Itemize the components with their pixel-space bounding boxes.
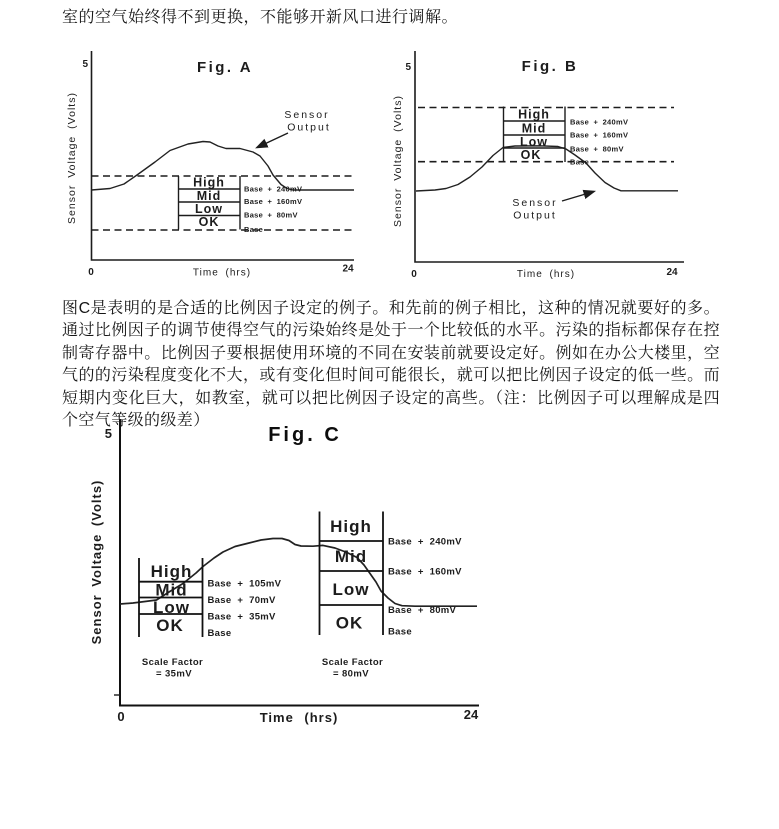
fig-b-annotation-sensor: Sensor xyxy=(512,197,558,209)
fig-c-left-threshold-70: Base + 70mV xyxy=(207,594,276,606)
fig-c-left-scale-factor-value: = 35mV xyxy=(156,668,192,680)
fig-a-level-ok: OK xyxy=(198,215,220,230)
fig-a-axes xyxy=(92,51,355,260)
intro-text-line: 室的空气始终得不到更换，不能够开新风口进行调解。 xyxy=(62,9,459,26)
fig-b-y-axis-label: Sensor Voltage (Volts) xyxy=(392,95,404,227)
fig-c-right-threshold-160: Base + 160mV xyxy=(388,566,462,578)
fig-a-annotation-sensor: Sensor xyxy=(284,109,330,121)
fig-a-xmin-tick: 0 xyxy=(88,267,94,278)
fig-c-left-threshold-base: Base xyxy=(207,628,232,639)
figure-a xyxy=(60,45,390,295)
fig-b-threshold-base: Base xyxy=(570,157,590,167)
fig-b-ymax-tick: 5 xyxy=(405,62,411,73)
fig-c-right-level-mid: Mid xyxy=(334,547,368,566)
fig-b-level-ok: OK xyxy=(520,147,542,162)
fig-a-ymax-tick: 5 xyxy=(82,59,88,70)
fig-c-left-scale-factor-label: Scale Factor xyxy=(141,657,204,668)
body-paragraph: 图C是表明的是合适的比例因子设定的例子。和先前的例子相比，这种的情况就要好的多。通过比例因子的调节使得空气的污染始终是处于一个比较低的水平。污染的指标都保存在控制寄存器中。比例因子要根据使用环境的不同在安装前就要设定好。例如在办公大楼里，空气的的污染程度变化不大，或有变化但时间可能很长，就可以把比例因子设定的低一些。而短期内变化巨大，如教室，就可以把比例因子设定的高些。（注：比例因子可以理解成是四个空气等级的级差） xyxy=(62,300,720,430)
fig-a-xmax-tick: 24 xyxy=(342,263,354,275)
fig-c-left-level-mid: Mid xyxy=(155,580,188,600)
fig-b-level-low: Low xyxy=(520,134,548,149)
fig-c-right-scale-factor-value: = 80mV xyxy=(333,668,369,680)
fig-b-threshold-160: Base + 160mV xyxy=(570,130,629,140)
fig-c-title: Fig. C xyxy=(268,424,342,446)
fig-a-threshold-80: Base + 80mV xyxy=(244,210,298,220)
fig-b-level-mid: Mid xyxy=(521,121,547,136)
fig-c-right-threshold-base: Base xyxy=(388,626,412,638)
fig-c-right-level-low: Low xyxy=(332,580,370,599)
fig-c-xmin-tick: 0 xyxy=(117,709,125,724)
fig-b-axes xyxy=(415,51,684,262)
fig-b-x-axis-label: Time (hrs) xyxy=(516,269,576,280)
fig-a-title: Fig. A xyxy=(196,59,254,76)
fig-c-left-level-high: High xyxy=(150,562,193,581)
fig-a-threshold-base: Base xyxy=(244,225,264,234)
fig-b-level-high: High xyxy=(518,107,550,122)
fig-c-y-axis-label: Sensor Voltage (Volts) xyxy=(89,479,104,645)
fig-c-ymax-tick: 5 xyxy=(104,426,112,441)
fig-c-left-threshold-105: Base + 105mV xyxy=(207,578,282,590)
fig-c-right-scale-factor-label: Scale Factor xyxy=(321,657,384,668)
fig-a-annotation-output: Output xyxy=(287,121,331,134)
fig-b-annotation-output: Output xyxy=(513,209,557,222)
fig-a-level-mid: Mid xyxy=(196,188,222,203)
fig-b-threshold-240: Base + 240mV xyxy=(570,117,629,127)
fig-b-sensor-curve xyxy=(416,146,678,191)
fig-c-left-level-ok: OK xyxy=(156,616,184,635)
fig-a-annotation-arrow xyxy=(257,133,288,148)
fig-c-right-threshold-240: Base + 240mV xyxy=(388,536,462,548)
fig-c-right-level-ok: OK xyxy=(335,613,364,633)
figure-c xyxy=(85,410,495,735)
fig-a-x-axis-label: Time (hrs) xyxy=(192,267,252,279)
fig-a-level-high: High xyxy=(193,175,225,190)
fig-c-left-threshold-35: Base + 35mV xyxy=(207,611,276,623)
fig-c-left-level-low: Low xyxy=(153,598,190,617)
fig-b-threshold-80: Base + 80mV xyxy=(570,144,624,154)
fig-a-threshold-240: Base + 240mV xyxy=(244,184,303,194)
fig-a-threshold-160: Base + 160mV xyxy=(244,197,303,206)
fig-c-right-threshold-80: Base + 80mV xyxy=(388,605,457,616)
fig-a-y-axis-label: Sensor Voltage (Volts) xyxy=(66,92,78,224)
fig-b-annotation-arrow xyxy=(562,192,594,202)
fig-b-xmax-tick: 24 xyxy=(666,267,678,278)
figure-b xyxy=(390,45,720,295)
fig-c-right-level-high: High xyxy=(330,517,372,536)
fig-c-x-axis-label: Time (hrs) xyxy=(259,710,339,725)
fig-b-xmin-tick: 0 xyxy=(411,269,417,280)
fig-a-level-low: Low xyxy=(195,201,223,216)
fig-b-title: Fig. B xyxy=(521,58,579,75)
fig-c-xmax-tick: 24 xyxy=(463,707,479,722)
